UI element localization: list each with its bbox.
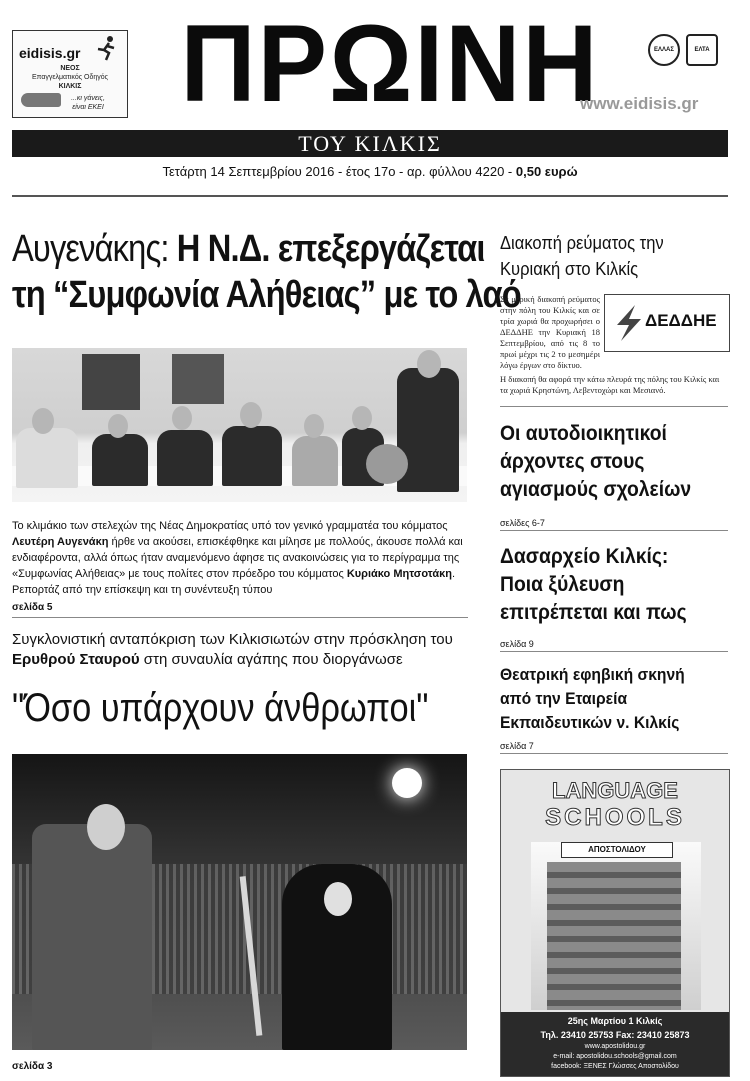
newspaper-title: ΠΡΩΙΝΗ xyxy=(180,3,600,125)
wall-painting-1 xyxy=(82,354,140,410)
caption-a: Το κλιμάκιο των στελεχών της Νέας Δημοκρατίας υπό τον γενικό γραμματέα του κόμματος xyxy=(12,520,448,532)
seal-2-icon: ΕΛΤΑ xyxy=(686,34,718,66)
power-headline[interactable]: Διακοπή ρεύματος την Κυριακή στο Κιλκίς xyxy=(500,233,664,279)
ad-line4: ...κι γάνεις, xyxy=(71,95,105,102)
lead-photo[interactable] xyxy=(12,348,467,502)
story3-headline[interactable]: Θεατρική εφηβική σκηνή από την Εταιρεία Εκπαιδευτικών ν. Κιλκίς xyxy=(500,665,685,732)
deddhe-logo xyxy=(604,294,730,352)
divider xyxy=(500,651,728,652)
masthead-divider xyxy=(12,195,728,197)
lead-headline-line2: τη “Συμφωνία Αλήθειας” με το λαό xyxy=(12,274,521,316)
sub-c: στη συναυλία αγάπης που διοργάνωσε xyxy=(139,651,403,668)
ad-contact xyxy=(501,1012,729,1076)
divider xyxy=(500,530,728,531)
divider xyxy=(500,753,728,754)
power-body-1: Σε μερική διακοπή ρεύματος στην πόλη του Κιλκίς και σε τρία χωριά θα προχωρήσει ο ΔΕΔΔΗΕ την Κυριακή 18 Σεπτεμβρίου, από τις 8 το πρωί μέχρι τις 2 το μεσημέρι λόγω έργων στο δίκτυο. xyxy=(500,294,600,370)
ad-logo: eidisis.gr xyxy=(19,45,81,61)
lead-headline-name: Αυγενάκης: xyxy=(12,228,169,270)
subtitle-bar: ΤΟΥ ΚΙΛΚΙΣ xyxy=(12,130,728,157)
sub-b: Ερυθρού Σταυρού xyxy=(12,651,140,668)
ad-email: e-mail: apostolidou.schools@gmail.com xyxy=(553,1053,677,1060)
price: 0,50 ευρώ xyxy=(515,164,578,179)
ad-line3: ΚΙΛΚΙΣ xyxy=(58,83,82,90)
second-subheadline xyxy=(12,630,472,670)
concert-photo[interactable] xyxy=(12,754,467,1050)
story2-headline[interactable]: Δασαρχείο Κιλκίς: Ποια ξύλευση επιτρέπεται και πως xyxy=(500,545,687,624)
dateline xyxy=(12,164,728,179)
lead-headline[interactable] xyxy=(12,226,521,318)
caption-e: . Ρεπορτάζ από την επίσκεψη και τη συνέντευξη τύπου xyxy=(12,568,456,596)
divider xyxy=(12,617,468,618)
ad-title-2: SCHOOLS xyxy=(545,804,685,831)
seal-1-icon: ΕΛΛΑΣ xyxy=(648,34,680,66)
caption-name-1: Λευτέρη Αυγενάκη xyxy=(12,536,109,548)
divider xyxy=(500,406,728,407)
deddhe-logo-text: ΔΕΔΔΗΕ xyxy=(645,311,717,330)
lead-headline-rest: Η Ν.Δ. επεξεργάζεται xyxy=(168,228,485,270)
building-image xyxy=(531,842,701,1010)
ad-line2: Επαγγελματικός Οδηγός xyxy=(31,74,109,81)
story2-page-ref[interactable]: σελίδα 9 xyxy=(500,639,534,649)
ad-line5: είναι ΕΚΕΙ xyxy=(72,104,104,111)
runner-icon xyxy=(93,35,119,61)
second-page-ref[interactable]: σελίδα 3 xyxy=(12,1061,53,1072)
power-body-2: Η διακοπή θα αφορά την κάτω πλευρά της πόλης του Κιλκίς και τα χωριά Κρηστώνη, Λεβεντοχώρι και Μεσιανό. xyxy=(500,374,720,395)
story1-headline[interactable]: Οι αυτοδιοικητικοί άρχοντες στους αγιασμούς σχολείων xyxy=(500,422,692,501)
second-headline[interactable]: "Όσο υπάρχουν άνθρωποι" xyxy=(12,686,429,730)
building-sign: ΑΠΟΣΤΟΛΙΔΟΥ xyxy=(561,842,673,858)
story3-page-ref[interactable]: σελίδα 7 xyxy=(500,741,534,751)
dateline-text: Τετάρτη 14 Σεπτεμβρίου 2016 - έτος 17ο - αρ. φύλλου 4220 - xyxy=(162,164,516,179)
building-facade xyxy=(547,862,681,1010)
language-school-ad[interactable] xyxy=(500,769,730,1077)
deddhe-bolt-icon xyxy=(611,303,645,343)
postage-seals xyxy=(648,34,724,66)
caption-c: ήρθε να ακούσει, επισκέφθηκε και μίλησε με πολλούς, άκουσε πολλά και ενδιαφέροντα, αλλά όπως ήταν αναμενόμενο άφησε τις ανακοινώσεις για το περίγραμμα της «Συμφωνίας Αλήθειας» με τους πολίτες στον πρόεδρο του κόμματος xyxy=(12,536,463,580)
ad-facebook: facebook: ΞΕΝΕΣ Γλώσσες Αποστολίδου xyxy=(551,1063,679,1070)
story1-page-ref[interactable]: σελίδες 6-7 xyxy=(500,518,545,528)
sub-a: Συγκλονιστική ανταπόκριση των Κιλκισιωτών στην πρόσκληση του xyxy=(12,631,453,648)
ad-line1: ΝΕΟΣ xyxy=(60,65,80,72)
masthead-ad[interactable] xyxy=(12,30,128,118)
ad-phones: Τηλ. 23410 25753 Fax: 23410 25873 xyxy=(540,1030,690,1040)
stage-light xyxy=(392,768,422,798)
wall-painting-2 xyxy=(172,354,224,404)
ad-web: www.apostolidou.gr xyxy=(584,1043,646,1050)
website-link[interactable]: www.eidisis.gr xyxy=(580,94,699,113)
lead-page-ref[interactable]: σελίδα 5 xyxy=(12,602,53,613)
ad-address: 25ης Μαρτίου 1 Κιλκίς xyxy=(567,1016,663,1026)
ad-title-1: LANGUAGE xyxy=(552,778,678,803)
caption-name-2: Κυριάκο Μητσοτάκη xyxy=(346,568,452,580)
lead-caption xyxy=(12,518,469,598)
